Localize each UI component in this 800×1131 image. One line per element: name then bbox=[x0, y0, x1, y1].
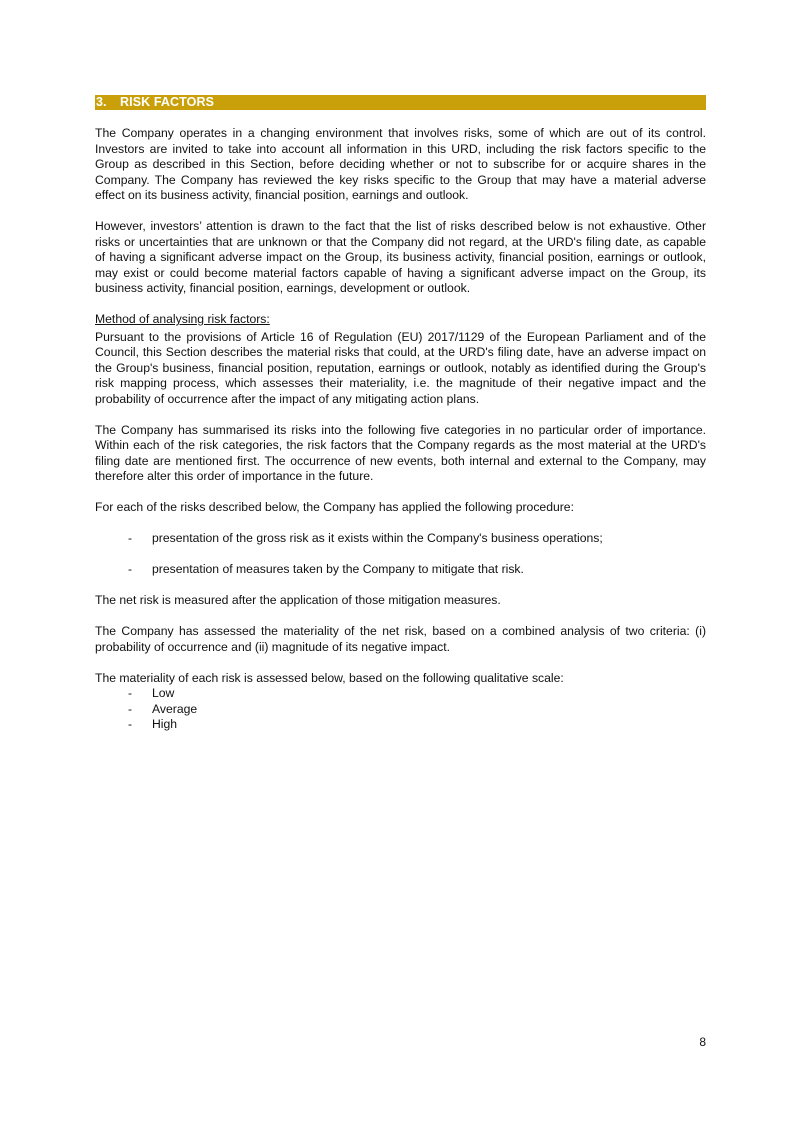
method-paragraph-2: The Company has summarised its risks into the following five categories in no particular order of importance. Within each of the risk categories, the risk factors that the Company regards as the most material at the URD's filing date are mentioned first. The occurrence of new events, both internal and external to the Company, may therefore alter this order of importance in the future. bbox=[95, 422, 706, 483]
section-header bbox=[95, 95, 706, 110]
bullet-dash: - bbox=[128, 717, 133, 731]
procedure-intro: For each of the risks described below, the Company has applied the following procedure: bbox=[95, 500, 574, 514]
list-item bbox=[95, 531, 706, 547]
bullet-dash: - bbox=[128, 531, 133, 545]
list-item bbox=[95, 702, 706, 718]
net-risk-paragraph: The net risk is measured after the application of those mitigation measures. bbox=[95, 593, 501, 607]
method-paragraph-1: Pursuant to the provisions of Article 16 of Regulation (EU) 2017/1129 of the European Parliament and of the Council, this Section describes the material risks that could, at the URD's filing date, have an adverse impact on the Group's business, financial position, reputation, earnings or outlook, notably as identified during the Group's risk mapping process, which assesses their materiality, i.e. the magnitude of their negative impact and the probability of occurrence after the impact of any mitigating action plans. bbox=[95, 329, 706, 406]
list-item-text: Low bbox=[152, 686, 175, 700]
list-item bbox=[95, 562, 706, 578]
list-item-text: High bbox=[152, 717, 178, 731]
bullet-dash: - bbox=[128, 562, 133, 576]
intro-paragraph-1: The Company operates in a changing environment that involves risks, some of which are out of its control. Investors are invited to take into account all information in this URD, including the risk factors specific to the Group as described in this Section, before deciding whether or not to subscribe for or acquire shares in the Company. The Company has reviewed the key risks specific to the Group that may have a material adverse effect on its business activity, financial position, earnings and outlook. bbox=[95, 126, 706, 202]
intro-paragraph-2: However, investors’ attention is drawn to the fact that the list of risks described below is not exhaustive. Other risks or uncertainties that are unknown or that the Company did not regard, at the URD's filing date, as capable of having a significant adverse impact on the Group, its business activity, financial position, earnings or outlook, may exist or could become material factors capable of having a significant adverse impact on the Group, its business activity, financial position, earnings, development or outlook. bbox=[95, 219, 706, 295]
procedure-list bbox=[95, 531, 706, 578]
assessment-paragraph: The Company has assessed the materiality of the net risk, based on a combined analysis of two criteria: (i) probability of occurrence and (ii) magnitude of its negative impact. bbox=[95, 624, 706, 654]
list-item bbox=[95, 717, 706, 733]
list-item-text: Average bbox=[152, 701, 198, 716]
list-item-text: presentation of measures taken by the Company to mitigate that risk. bbox=[152, 562, 524, 576]
document-page bbox=[95, 95, 706, 733]
list-item-text: presentation of the gross risk as it exists within the Company's business operations; bbox=[152, 531, 603, 545]
scale-list bbox=[95, 686, 706, 733]
bullet-dash: - bbox=[128, 686, 133, 700]
list-item bbox=[95, 686, 706, 702]
page-number: 8 bbox=[699, 1035, 706, 1049]
section-number: 3. bbox=[96, 95, 107, 109]
scale-intro: The materiality of each risk is assessed below, based on the following qualitative scale: bbox=[95, 670, 564, 685]
section-title: RISK FACTORS bbox=[120, 95, 215, 109]
bullet-dash: - bbox=[128, 701, 133, 716]
method-subheading: Method of analysing risk factors: bbox=[95, 312, 270, 326]
